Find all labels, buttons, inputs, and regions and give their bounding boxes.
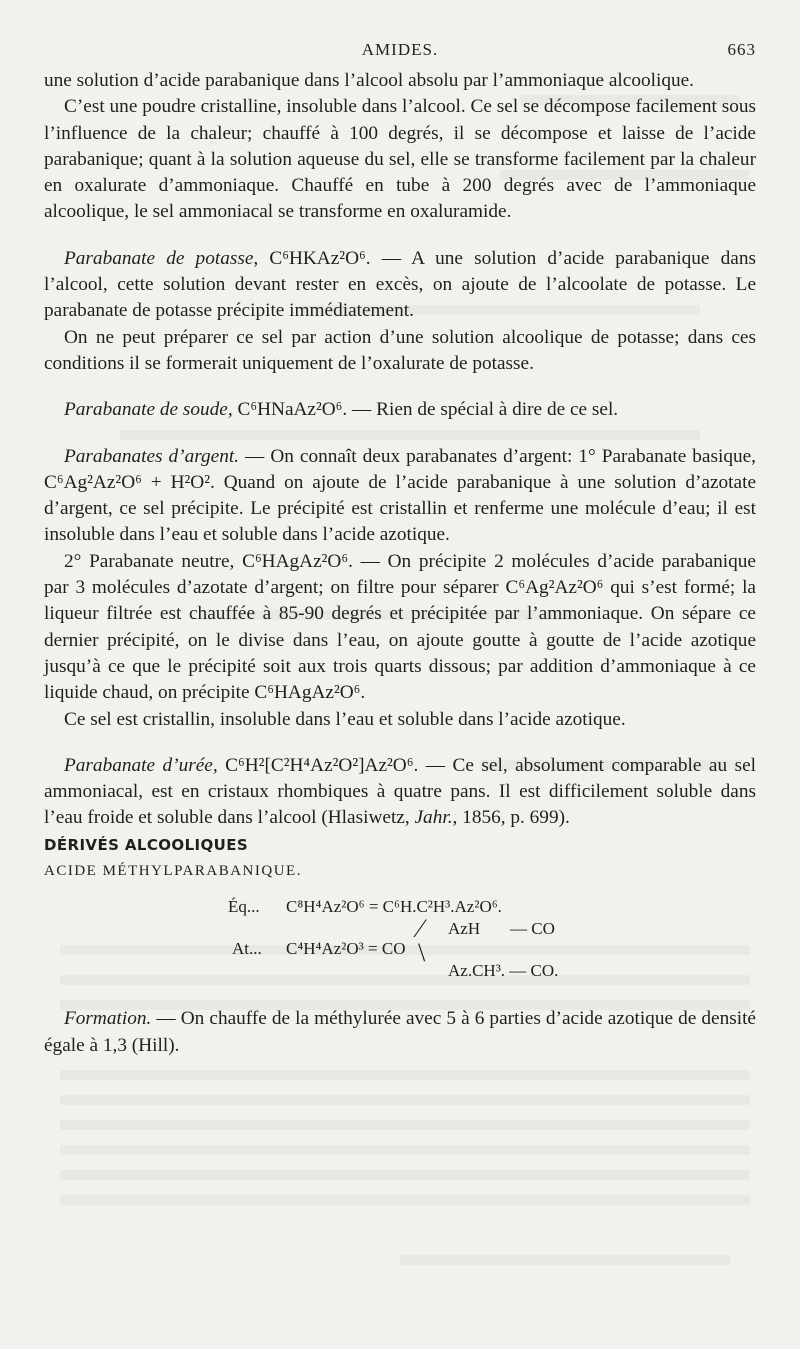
running-title: AMIDES. [361,40,439,59]
atomic-formula: C⁴H⁴Az²O³ = CO [286,939,406,959]
paragraph-silver-parabanates [44,444,756,549]
reference-journal: Jahr. [414,807,453,829]
entry-body-argent: — On connaît deux parabanates d’argent: 1° Parabanate basique, C⁶Ag²Az²O⁶ + H²O². Quand on ajoute de l’acide parabanique à une solution d’azotate d’argent, ce sel précipite. Le précipité est cristallin et renferme une molécule d’eau; il est insoluble dans l’eau et soluble dans l’acide azotique. [44,445,757,546]
paragraph-ammonium-salt: C’est une poudre cristalline, insoluble dans l’alcool. Ce sel se décompose facilement sous l’influence de la chaleur; chauffé à 100 degrés, il se décompose et laisse de l’acide parabanique; quant à la solution aqueuse du sel, elle se transforme facilement par la chaleur en oxalurate d’ammoniaque. Chauffé en tube à 200 degrés avec de l’ammoniaque alcoolique, le sel ammoniacal se transforme en oxaluramide. [44,96,756,223]
paragraph-potassium-parabanate [44,246,756,325]
formula-potasse: C⁶HKAz²O⁶. [258,247,371,269]
paragraph-continuation: une solution d’acide parabanique dans l’alcool absolu par l’ammoniaque alcoolique. [44,70,694,91]
paragraph-formation [44,1006,756,1059]
entry-title-argent: Parabanates d’argent. [64,445,240,467]
branch-top-line: ⁄ [418,914,423,944]
branch-bottom-line: \ [418,938,426,968]
paragraph-sodium-parabanate [44,397,756,423]
paragraph-potash-note: On ne peut préparer ce sel par action d’une solution alcoolique de potasse; dans ces conditions il se formerait uniquement de l’oxalurate de potasse. [44,326,756,374]
page-number: 663 [727,40,756,59]
branch-top-formula: AzH [448,919,481,939]
equivalent-label: Éq... [228,897,260,917]
compound-heading: ACIDE MÉTHYLPARABANIQUE. [44,863,302,880]
branch-top-end: — CO [510,919,555,939]
formula-soude: C⁶HNaAz²O⁶. [232,399,348,421]
paragraph-urea-parabanate [44,753,756,832]
paragraph-neutral-parabanate: 2° Parabanate neutre, C⁶HAgAz²O⁶. — On précipite 2 molécules d’acide parabanique par 3 molécules d’azotate d’argent; on filtre pour séparer C⁶Ag²Az²O⁶ qui s’est formé; la liqueur filtrée est chauffée à 85-90 degrés et précipitée par l’ammoniaque. On sépare ce dernier précipité, on le divise dans l’eau, on ajoute goutte à goutte de l’acide azotique jusqu’à ce que le précipité soit aux trois quarts dissous; par addition d’ammoniaque à ce liquide chaud, on précipite C⁶HAgAz²O⁶. [44,550,756,704]
entry-body-potasse: — A une solution d’acide parabanique dans l’alcool, cette solution devant rester en excès, on ajoute de l’alcoolate de potasse. Le parabanate de potasse précipite immédiatement. [44,247,756,322]
atomic-label: At... [232,939,262,959]
section-heading: DÉRIVÉS ALCOOLIQUES [44,835,249,854]
body-text [44,68,756,1059]
entry-body-uree: C⁶H²[C²H⁴Az²O²]Az²O⁶. — Ce sel, absolument comparable au sel ammoniacal, est en cristaux rhombiques à quatre pans. Il est difficilement soluble dans l’eau froide et soluble dans l’alcool (Hlasiwetz, [44,754,756,829]
entry-title-potasse: Parabanate de potasse, [64,247,259,269]
entry-title-uree: Parabanate d’urée, [64,754,218,776]
entry-title-soude: Parabanate de soude, [64,399,233,421]
equivalent-formula: C⁸H⁴Az²O⁶ = C⁶H.C²H³.Az²O⁶. [286,897,502,917]
branch-bottom-formula: Az.CH³. — CO. [448,961,559,981]
entry-title-formation: Formation. [64,1008,152,1030]
entry-body-uree-end: , 1856, p. 699). [452,807,570,829]
running-header [44,40,756,64]
paragraph-crystalline-note: Ce sel est cristallin, insoluble dans l’eau et soluble dans l’acide azotique. [64,708,626,730]
entry-body-soude: — Rien de spécial à dire de ce sel. [347,399,619,421]
formula-block [44,892,756,988]
entry-body-formation: — On chauffe de la méthylurée avec 5 à 6 parties d’acide azotique de densité égale à 1,3 (Hill). [44,1008,756,1056]
